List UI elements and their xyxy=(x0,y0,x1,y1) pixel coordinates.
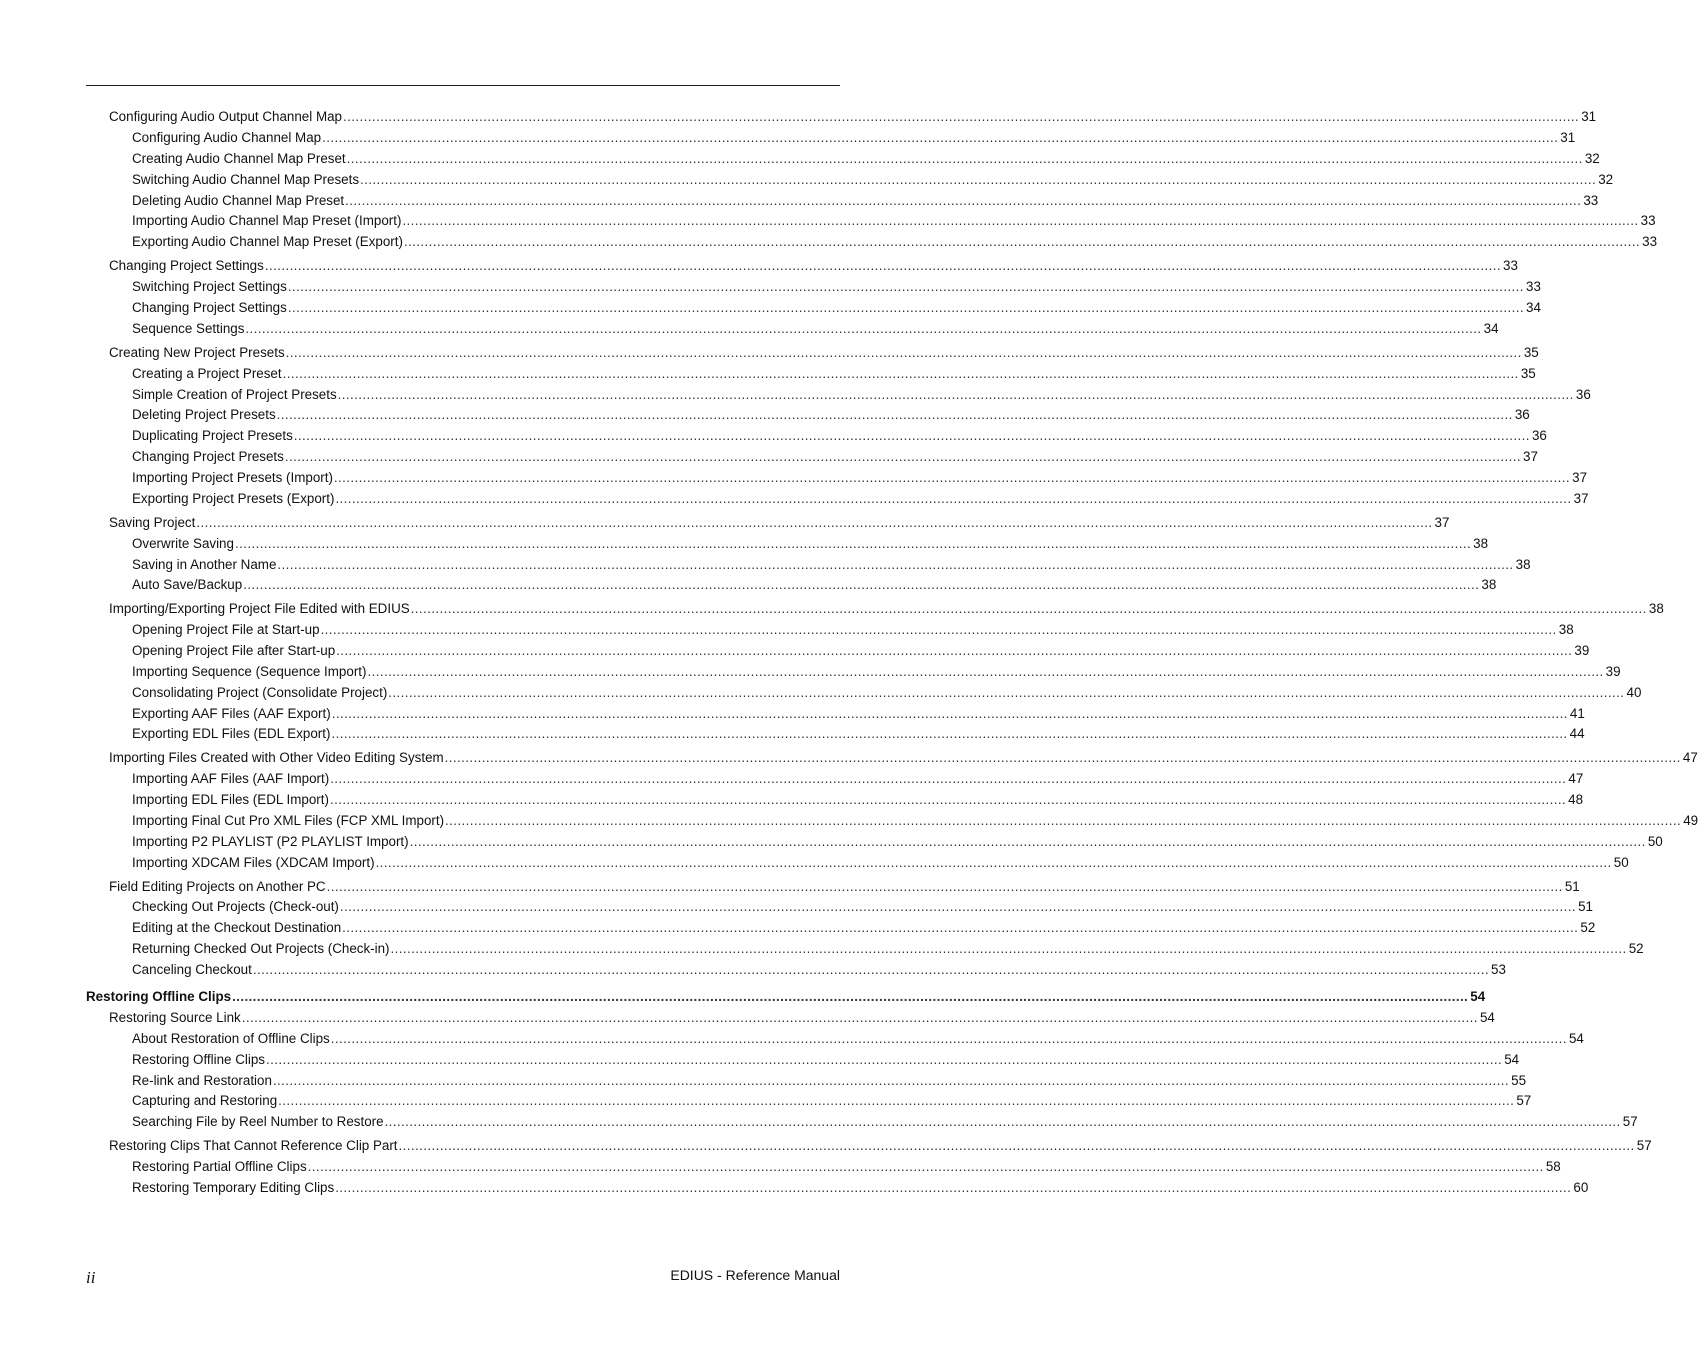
toc-leader-dots: ............................................................................................................................................................................................................................................................................................................ xyxy=(329,792,1567,807)
toc-entry-title: Searching File by Reel Number to Restore xyxy=(132,1114,384,1129)
toc-entry-page: 60 xyxy=(1573,1180,1589,1195)
toc-entry-page: 41 xyxy=(1569,706,1585,721)
toc-entry-page: 36 xyxy=(1514,407,1530,422)
toc-leader-dots: ............................................................................................................................................................................................................................................................................................................ xyxy=(367,664,1604,679)
toc-subsection-entry[interactable] xyxy=(132,830,1663,850)
toc-section-entry[interactable] xyxy=(109,254,1518,274)
toc-entry-title: Creating a Project Preset xyxy=(132,366,282,381)
toc-leader-dots: ............................................................................................................................................................................................................................................................................................................ xyxy=(343,109,1580,124)
toc-subsection-entry[interactable] xyxy=(132,660,1621,680)
toc-subsection-entry[interactable] xyxy=(132,424,1547,444)
toc-leader-dots: ............................................................................................................................................................................................................................................................................................................ xyxy=(272,1073,1510,1088)
toc-entry-title: Switching Project Settings xyxy=(132,279,287,294)
toc-entry-page: 33 xyxy=(1642,234,1658,249)
toc-leader-dots: ............................................................................................................................................................................................................................................................................................................ xyxy=(265,1052,1503,1067)
toc-leader-dots: ............................................................................................................................................................................................................................................................................................................ xyxy=(277,557,1514,572)
toc-leader-dots: ............................................................................................................................................................................................................................................................................................................ xyxy=(330,771,1567,786)
toc-subsection-entry[interactable] xyxy=(132,681,1642,701)
toc-leader-dots: ............................................................................................................................................................................................................................................................................................................ xyxy=(388,685,1625,700)
toc-entry-title: Restoring Offline Clips xyxy=(132,1052,265,1067)
toc-leader-dots: ............................................................................................................................................................................................................................................................................................................ xyxy=(360,172,1597,187)
toc-leader-dots: ............................................................................................................................................................................................................................................................................................................ xyxy=(285,345,1522,360)
toc-entry-title: Exporting Project Presets (Export) xyxy=(132,491,335,506)
toc-subsection-entry[interactable] xyxy=(132,403,1530,423)
toc-entry-page: 57 xyxy=(1622,1114,1638,1129)
toc-leader-dots: ............................................................................................................................................................................................................................................................................................................ xyxy=(252,962,1489,977)
toc-leader-dots: ............................................................................................................................................................................................................................................................................................................ xyxy=(410,601,1647,616)
toc-subsection-entry[interactable] xyxy=(132,958,1506,978)
toc-subsection-entry[interactable] xyxy=(132,895,1593,915)
toc-chapter-entry[interactable] xyxy=(86,985,1486,1005)
toc-entry-page: 34 xyxy=(1526,300,1541,315)
toc-entry-page: 31 xyxy=(1581,109,1597,124)
toc-leader-dots: ............................................................................................................................................................................................................................................................................................................ xyxy=(245,321,1482,336)
toc-leader-dots: ............................................................................................................................................................................................................................................................................................................ xyxy=(445,813,1682,828)
toc-subsection-entry[interactable] xyxy=(132,722,1585,742)
toc-subsection-entry[interactable] xyxy=(132,937,1644,957)
toc-entry-title: Capturing and Restoring xyxy=(132,1093,278,1108)
toc-leader-dots: ............................................................................................................................................................................................................................................................................................................ xyxy=(375,855,1612,870)
toc-entry-page: 58 xyxy=(1545,1159,1561,1174)
toc-entry-page: 38 xyxy=(1481,577,1497,592)
toc-subsection-entry[interactable] xyxy=(132,317,1499,337)
toc-entry-title: Saving in Another Name xyxy=(132,557,277,572)
toc-entry-title: Exporting Audio Channel Map Preset (Export) xyxy=(132,234,403,249)
toc-leader-dots: ............................................................................................................................................................................................................................................................................................................ xyxy=(384,1114,1621,1129)
toc-subsection-entry[interactable] xyxy=(132,126,1576,146)
toc-entry-page: 50 xyxy=(1613,855,1629,870)
toc-leader-dots: ............................................................................................................................................................................................................................................................................................................ xyxy=(402,213,1639,228)
toc-entry-title: Changing Project Settings xyxy=(109,258,264,273)
toc-subsection-entry[interactable] xyxy=(132,532,1489,552)
toc-subsection-entry[interactable] xyxy=(132,1048,1520,1068)
toc-leader-dots: ............................................................................................................................................................................................................................................................................................................ xyxy=(398,1138,1635,1153)
toc-leader-dots: ............................................................................................................................................................................................................................................................................................................ xyxy=(335,491,1572,506)
toc-entry-title: Importing Final Cut Pro XML Files (FCP XML Import) xyxy=(132,813,445,828)
toc-leader-dots: ............................................................................................................................................................................................................................................................................................................ xyxy=(320,622,1557,637)
toc-subsection-entry[interactable] xyxy=(132,639,1590,659)
toc-entry-title: Importing XDCAM Files (XDCAM Import) xyxy=(132,855,375,870)
toc-entry-title: Deleting Audio Channel Map Preset xyxy=(132,193,345,208)
toc-entry-page: 35 xyxy=(1523,345,1539,360)
toc-entry-title: Switching Audio Channel Map Presets xyxy=(132,172,360,187)
toc-section-entry[interactable] xyxy=(109,1006,1495,1026)
toc-entry-page: 54 xyxy=(1479,1010,1495,1025)
toc-leader-dots: ............................................................................................................................................................................................................................................................................................................ xyxy=(330,1031,1567,1046)
toc-subsection-entry[interactable] xyxy=(132,383,1591,403)
toc-leader-dots: ............................................................................................................................................................................................................................................................................................................ xyxy=(409,834,1646,849)
toc-leader-dots: ............................................................................................................................................................................................................................................................................................................ xyxy=(331,706,1568,721)
toc-entry-title: Importing Audio Channel Map Preset (Import) xyxy=(132,213,402,228)
toc-entry-page: 39 xyxy=(1574,643,1590,658)
toc-entry-page: 31 xyxy=(1560,130,1576,145)
toc-entry-title: Restoring Clips That Cannot Reference Clip Part xyxy=(109,1138,398,1153)
toc-subsection-entry[interactable] xyxy=(132,1089,1532,1109)
toc-leader-dots: ............................................................................................................................................................................................................................................................................................................ xyxy=(276,407,1513,422)
toc-subsection-entry[interactable] xyxy=(132,230,1658,250)
toc-leader-dots: ............................................................................................................................................................................................................................................................................................................ xyxy=(284,449,1521,464)
toc-subsection-entry[interactable] xyxy=(132,209,1656,229)
toc-entry-title: Opening Project File after Start-up xyxy=(132,643,336,658)
toc-entry-title: Changing Project Settings xyxy=(132,300,287,315)
toc-subsection-entry[interactable] xyxy=(132,809,1698,829)
toc-entry-title: Restoring Temporary Editing Clips xyxy=(132,1180,335,1195)
toc-entry-page: 34 xyxy=(1483,321,1499,336)
toc-leader-dots: ............................................................................................................................................................................................................................................................................................................ xyxy=(282,366,1519,381)
toc-entry-page: 54 xyxy=(1568,1031,1584,1046)
toc-section-entry[interactable] xyxy=(109,1134,1652,1154)
toc-entry-page: 33 xyxy=(1583,193,1599,208)
toc-subsection-entry[interactable] xyxy=(132,1069,1527,1089)
toc-leader-dots: ............................................................................................................................................................................................................................................................................................................ xyxy=(243,577,1480,592)
toc-entry-title: Importing Files Created with Other Video Editing System xyxy=(109,750,444,765)
toc-leader-dots: ............................................................................................................................................................................................................................................................................................................ xyxy=(232,989,1469,1004)
toc-entry-page: 48 xyxy=(1568,792,1584,807)
toc-entry-page: 35 xyxy=(1520,366,1536,381)
toc-entry-page: 37 xyxy=(1572,470,1588,485)
toc-entry-title: Importing P2 PLAYLIST (P2 PLAYLIST Import) xyxy=(132,834,409,849)
toc-section-entry[interactable] xyxy=(109,875,1580,895)
toc-entry-title: Configuring Audio Output Channel Map xyxy=(109,109,343,124)
toc-entry-page: 52 xyxy=(1628,941,1644,956)
toc-entry-page: 37 xyxy=(1434,515,1450,530)
toc-section-entry[interactable] xyxy=(109,511,1450,531)
toc-subsection-entry[interactable] xyxy=(132,168,1614,188)
toc-entry-page: 38 xyxy=(1515,557,1531,572)
toc-entry-title: Checking Out Projects (Check-out) xyxy=(132,899,339,914)
toc-entry-title: Configuring Audio Channel Map xyxy=(132,130,322,145)
toc-leader-dots: ............................................................................................................................................................................................................................................................................................................ xyxy=(403,234,1641,249)
toc-entry-page: 40 xyxy=(1626,685,1642,700)
toc-entry-page: 47 xyxy=(1568,771,1584,786)
toc-subsection-entry[interactable] xyxy=(132,466,1588,486)
toc-entry-page: 51 xyxy=(1564,879,1580,894)
toc-section-entry[interactable] xyxy=(109,597,1664,617)
toc-leader-dots: ............................................................................................................................................................................................................................................................................................................ xyxy=(287,300,1524,315)
toc-entry-title: Exporting AAF Files (AAF Export) xyxy=(132,706,331,721)
toc-entry-title: Changing Project Presets xyxy=(132,449,284,464)
toc-leader-dots: ............................................................................................................................................................................................................................................................................................................ xyxy=(346,151,1583,166)
toc-leader-dots: ............................................................................................................................................................................................................................................................................................................ xyxy=(335,1180,1572,1195)
toc-entry-page: 49 xyxy=(1683,813,1698,828)
toc-entry-page: 57 xyxy=(1516,1093,1532,1108)
toc-leader-dots: ............................................................................................................................................................................................................................................................................................................ xyxy=(444,750,1681,765)
toc-entry-title: Field Editing Projects on Another PC xyxy=(109,879,326,894)
toc-entry-title: Duplicating Project Presets xyxy=(132,428,293,443)
toc-entry-title: Creating New Project Presets xyxy=(109,345,285,360)
toc-leader-dots: ............................................................................................................................................................................................................................................................................................................ xyxy=(278,1093,1515,1108)
toc-leader-dots: ............................................................................................................................................................................................................................................................................................................ xyxy=(339,899,1576,914)
toc-leader-dots: ............................................................................................................................................................................................................................................................................................................ xyxy=(345,193,1582,208)
toc-entry-page: 38 xyxy=(1558,622,1574,637)
toc-subsection-entry[interactable] xyxy=(132,189,1599,209)
toc-entry-page: 32 xyxy=(1584,151,1600,166)
toc-entry-title: Opening Project File at Start-up xyxy=(132,622,320,637)
toc-entry-page: 50 xyxy=(1647,834,1663,849)
toc-entry-title: Saving Project xyxy=(109,515,196,530)
toc-entry-title: Re-link and Restoration xyxy=(132,1073,272,1088)
toc-entry-page: 53 xyxy=(1491,962,1506,977)
toc-leader-dots: ............................................................................................................................................................................................................................................................................................................ xyxy=(264,258,1501,273)
toc-subsection-entry[interactable] xyxy=(132,916,1596,936)
toc-subsection-entry[interactable] xyxy=(132,296,1541,316)
toc-section-entry[interactable] xyxy=(109,746,1698,766)
toc-entry-title: Consolidating Project (Consolidate Project) xyxy=(132,685,388,700)
toc-leader-dots: ............................................................................................................................................................................................................................................................................................................ xyxy=(293,428,1530,443)
toc-leader-dots: ............................................................................................................................................................................................................................................................................................................ xyxy=(342,920,1579,935)
toc-leader-dots: ............................................................................................................................................................................................................................................................................................................ xyxy=(287,279,1524,294)
toc-section-entry[interactable] xyxy=(109,341,1539,361)
toc-entry-title: Deleting Project Presets xyxy=(132,407,276,422)
toc-subsection-entry[interactable] xyxy=(132,573,1497,593)
toc-entry-page: 54 xyxy=(1504,1052,1520,1067)
toc-subsection-entry[interactable] xyxy=(132,445,1538,465)
toc-entry-page: 33 xyxy=(1526,279,1541,294)
toc-subsection-entry[interactable] xyxy=(132,1027,1584,1047)
toc-leader-dots: ............................................................................................................................................................................................................................................................................................................ xyxy=(333,470,1571,485)
toc-entry-title: Editing at the Checkout Destination xyxy=(132,920,342,935)
toc-entry-page: 44 xyxy=(1569,726,1585,741)
toc-entry-title: Simple Creation of Project Presets xyxy=(132,387,337,402)
toc-entry-title: Importing Project Presets (Import) xyxy=(132,470,333,485)
toc-entry-title: Importing EDL Files (EDL Import) xyxy=(132,792,329,807)
toc-entry-title: Returning Checked Out Projects (Check-in) xyxy=(132,941,390,956)
toc-entry-page: 54 xyxy=(1470,989,1486,1004)
toc-entry-page: 36 xyxy=(1531,428,1547,443)
toc-entry-title: Importing/Exporting Project File Edited with EDIUS xyxy=(109,601,410,616)
toc-subsection-entry[interactable] xyxy=(132,618,1574,638)
toc-entry-page: 51 xyxy=(1578,899,1593,914)
toc-leader-dots: ............................................................................................................................................................................................................................................................................................................ xyxy=(331,726,1568,741)
toc-entry-title: Sequence Settings xyxy=(132,321,245,336)
toc-subsection-entry[interactable] xyxy=(132,788,1584,808)
toc-section-entry[interactable] xyxy=(109,105,1597,125)
toc-leader-dots: ............................................................................................................................................................................................................................................................................................................ xyxy=(234,536,1472,551)
toc-entry-page: 39 xyxy=(1605,664,1621,679)
toc-subsection-entry[interactable] xyxy=(132,851,1629,871)
toc-subsection-entry[interactable] xyxy=(132,553,1531,573)
toc-subsection-entry[interactable] xyxy=(132,702,1585,722)
toc-entry-title: Creating Audio Channel Map Preset xyxy=(132,151,346,166)
toc-entry-title: Canceling Checkout xyxy=(132,962,252,977)
toc-entry-page: 47 xyxy=(1682,750,1698,765)
toc-entry-page: 57 xyxy=(1636,1138,1652,1153)
toc-entry-title: Auto Save/Backup xyxy=(132,577,243,592)
toc-leader-dots: ............................................................................................................................................................................................................................................................................................................ xyxy=(336,643,1573,658)
toc-entry-page: 38 xyxy=(1473,536,1489,551)
toc-subsection-entry[interactable] xyxy=(132,1176,1589,1196)
toc-entry-page: 52 xyxy=(1580,920,1596,935)
toc-subsection-entry[interactable] xyxy=(132,1110,1638,1130)
toc-leader-dots: ............................................................................................................................................................................................................................................................................................................ xyxy=(196,515,1433,530)
toc-entry-page: 33 xyxy=(1640,213,1656,228)
toc-entry-title: Importing Sequence (Sequence Import) xyxy=(132,664,367,679)
footer-manual-title: EDIUS - Reference Manual xyxy=(670,1267,840,1283)
toc-entry-title: Restoring Partial Offline Clips xyxy=(132,1159,307,1174)
toc-subsection-entry[interactable] xyxy=(132,147,1600,167)
toc-entry-page: 38 xyxy=(1648,601,1664,616)
toc-entry-title: Restoring Offline Clips xyxy=(86,989,232,1004)
toc-entry-title: Importing AAF Files (AAF Import) xyxy=(132,771,330,786)
toc-subsection-entry[interactable] xyxy=(132,275,1541,295)
toc-subsection-entry[interactable] xyxy=(132,487,1589,507)
toc-leader-dots: ............................................................................................................................................................................................................................................................................................................ xyxy=(307,1159,1544,1174)
toc-entry-title: Restoring Source Link xyxy=(109,1010,241,1025)
footer-page-number: ii xyxy=(86,1268,96,1287)
toc-subsection-entry[interactable] xyxy=(132,767,1584,787)
toc-entry-page: 37 xyxy=(1573,491,1589,506)
toc-leader-dots: ............................................................................................................................................................................................................................................................................................................ xyxy=(322,130,1559,145)
toc-leader-dots: ............................................................................................................................................................................................................................................................................................................ xyxy=(241,1010,1478,1025)
toc-entry-page: 32 xyxy=(1598,172,1614,187)
toc-entry-page: 36 xyxy=(1575,387,1591,402)
toc-entry-title: About Restoration of Offline Clips xyxy=(132,1031,330,1046)
toc-entry-page: 37 xyxy=(1523,449,1538,464)
toc-entry-page: 33 xyxy=(1503,258,1518,273)
toc-entry-page: 55 xyxy=(1511,1073,1527,1088)
toc-leader-dots: ............................................................................................................................................................................................................................................................................................................ xyxy=(326,879,1563,894)
toc-subsection-entry[interactable] xyxy=(132,1155,1561,1175)
toc-entry-title: Exporting EDL Files (EDL Export) xyxy=(132,726,331,741)
header-rule xyxy=(86,85,840,86)
toc-leader-dots: ............................................................................................................................................................................................................................................................................................................ xyxy=(337,387,1574,402)
toc-entry-title: Overwrite Saving xyxy=(132,536,234,551)
toc-leader-dots: ............................................................................................................................................................................................................................................................................................................ xyxy=(390,941,1627,956)
toc-subsection-entry[interactable] xyxy=(132,362,1536,382)
